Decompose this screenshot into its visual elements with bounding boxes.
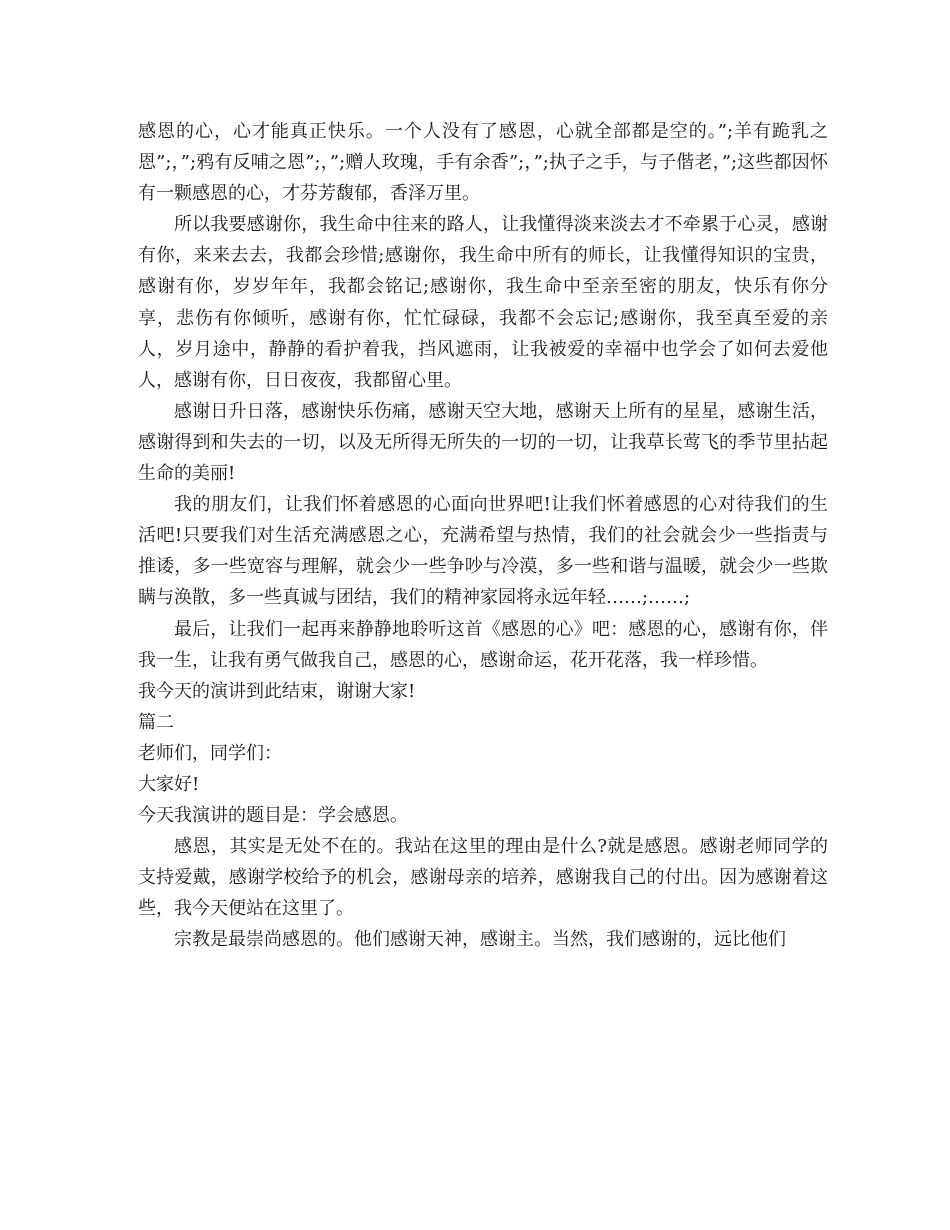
paragraph: 宗教是最崇尚感恩的。他们感谢天神，感谢主。当然，我们感谢的，远比他们 — [174, 929, 786, 951]
paragraph: 感恩，其实是无处不在的。我站在这里的理由是什么?就是感恩。感谢老师同学的支持爱戴，感谢学校给予的机会，感谢母亲的培养，感谢我自己的付出。因为感谢着这些，我今天便站在这里了。 — [138, 836, 828, 920]
paragraph: 感谢日升日落，感谢快乐伤痛，感谢天空大地，感谢天上所有的星星，感谢生活，感谢得到和失去的一切，以及无所得无所失的一切的一切，让我草长莺飞的季节里拈起生命的美丽! — [138, 400, 828, 485]
greeting: 大家好! — [138, 773, 200, 795]
document-body — [138, 116, 828, 956]
speech-topic: 今天我演讲的题目是：学会感恩。 — [138, 805, 408, 827]
paragraph-continued: 感恩的心，心才能真正快乐。一个人没有了感恩，心就全部都是空的。”;羊有跪乳之恩”;，”;鸦有反哺之恩”;，”;赠人玫瑰，手有余香”;，”;执子之手，与子偕老，”;这些都因怀有一颗感恩的心，才芬芳馥郁，香泽万里。 — [138, 121, 828, 205]
salutation: 老师们，同学们： — [138, 742, 282, 764]
paragraph: 最后，让我们一起再来静静地聆听这首《感恩的心》吧：感恩的心，感谢有你，伴我一生，让我有勇气做我自己，感恩的心，感谢命运，花开花落，我一样珍惜。 — [138, 618, 828, 671]
section-heading: 篇二 — [138, 711, 174, 733]
paragraph: 我的朋友们，让我们怀着感恩的心面向世界吧!让我们怀着感恩的心对待我们的生活吧!只要我们对生活充满感恩之心，充满希望与热情，我们的社会就会少一些指责与推诿，多一些宽容与理解，就会少一些争吵与冷漠，多一些和谐与温暖，就会少一些欺瞒与涣散，多一些真诚与团结，我们的精神家园将永远年轻……;……; — [138, 494, 828, 609]
paragraph: 所以我要感谢你，我生命中往来的路人，让我懂得淡来淡去才不牵累于心灵，感谢有你，来来去去，我都会珍惜;感谢你，我生命中所有的师长，让我懂得知识的宝贵，感谢有你，岁岁年年，我都会铭记;感谢你，我生命中至亲至密的朋友，快乐有你分享，悲伤有你倾听，感谢有你，忙忙碌碌，我都不会忘记;感谢你，我至真至爱的亲人，岁月途中，静静的看护着我，挡风遮雨，让我被爱的幸福中也学会了如何去爱他人，感谢有你，日日夜夜，我都留心里。 — [138, 214, 828, 391]
paragraph: 我今天的演讲到此结束，谢谢大家! — [138, 680, 416, 702]
